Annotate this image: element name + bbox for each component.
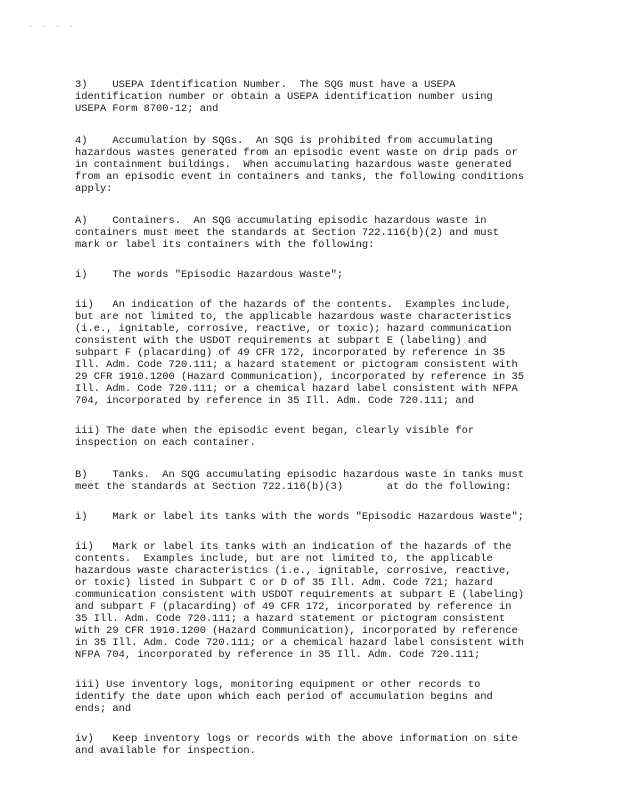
paragraph-containers-words: i) The words "Episodic Hazardous Waste"; — [75, 269, 344, 281]
document-body — [75, 79, 555, 757]
paragraph-containers: A) Containers. An SQG accumulating episodic hazardous waste in containers must meet the standards at Section 722.116(b)(2) and must mark or label its containers with the following: — [75, 215, 500, 251]
paragraph-tanks-inventory: iii) Use inventory logs, monitoring equipment or other records to identify the date upon which each period of accumulation begins and ends; and — [75, 679, 493, 715]
paragraph-tanks: B) Tanks. An SQG accumulating episodic hazardous waste in tanks must meet the standards at Section 722.116(b)(3) at do the following: — [75, 469, 524, 493]
paragraph-usepa-id-number: 3) USEPA Identification Number. The SQG must have a USEPA identification number or obtain a USEPA identification number using USEPA Form 8700-12; and — [75, 79, 493, 115]
paragraph-accumulation-by-sqgs: 4) Accumulation by SQGs. An SQG is prohibited from accumulating hazardous wastes generated from an episodic event waste on drip pads or in containment buildings. When accumulating hazardous waste generated from an episodic event in containers and tanks, the following conditions apply: — [75, 135, 524, 195]
scan-header-mark: . . . . — [28, 20, 76, 29]
paragraph-tanks-hazards: ii) Mark or label its tanks with an indication of the hazards of the contents. Examples include, but are not limited to, the applicable hazardous waste characteristics (i.e., ignitable, corrosive, reactive, or toxic) listed in Subpart C or D of 35 Ill. Adm. Code 721; hazard communication consistent with USDOT requirements at subpart E (labeling) and subpart F (placarding) of 49 CFR 172, incorporated by reference in 35 Ill. Adm. Code 720.111; a hazard statement or pictogram consistent with 29 CFR 1910.1200 (Hazard Communication), incorporated by reference in 35 Ill. Adm. Code 720.111; or a chemical hazard label consistent with NFPA 704, incorporated by reference in 35 Ill. Adm. Code 720.111; — [75, 541, 524, 661]
paragraph-containers-date: iii) The date when the episodic event began, clearly visible for inspection on each container. — [75, 425, 475, 449]
paragraph-tanks-records: iv) Keep inventory logs or records with the above information on site and available for inspection. — [75, 733, 518, 757]
paragraph-tanks-words: i) Mark or label its tanks with the words "Episodic Hazardous Waste"; — [75, 511, 524, 523]
paragraph-containers-hazards: ii) An indication of the hazards of the contents. Examples include, but are not limited to, the applicable hazardous waste characteristics (i.e., ignitable, corrosive, reactive, or toxic); hazard communication consistent with the USDOT requirements at subpart E (labeling) and subpart F (placarding) of 49 CFR 172, incorporated by reference in 35 Ill. Adm. Code 720.111; a hazard statement or pictogram consistent with 29 CFR 1910.1200 (Hazard Communication), incorporated by reference in 35 Ill. Adm. Code 720.111; or a chemical hazard label consistent with NFPA 704, incorporated by reference in 35 Ill. Adm. Code 720.111; and — [75, 299, 524, 407]
